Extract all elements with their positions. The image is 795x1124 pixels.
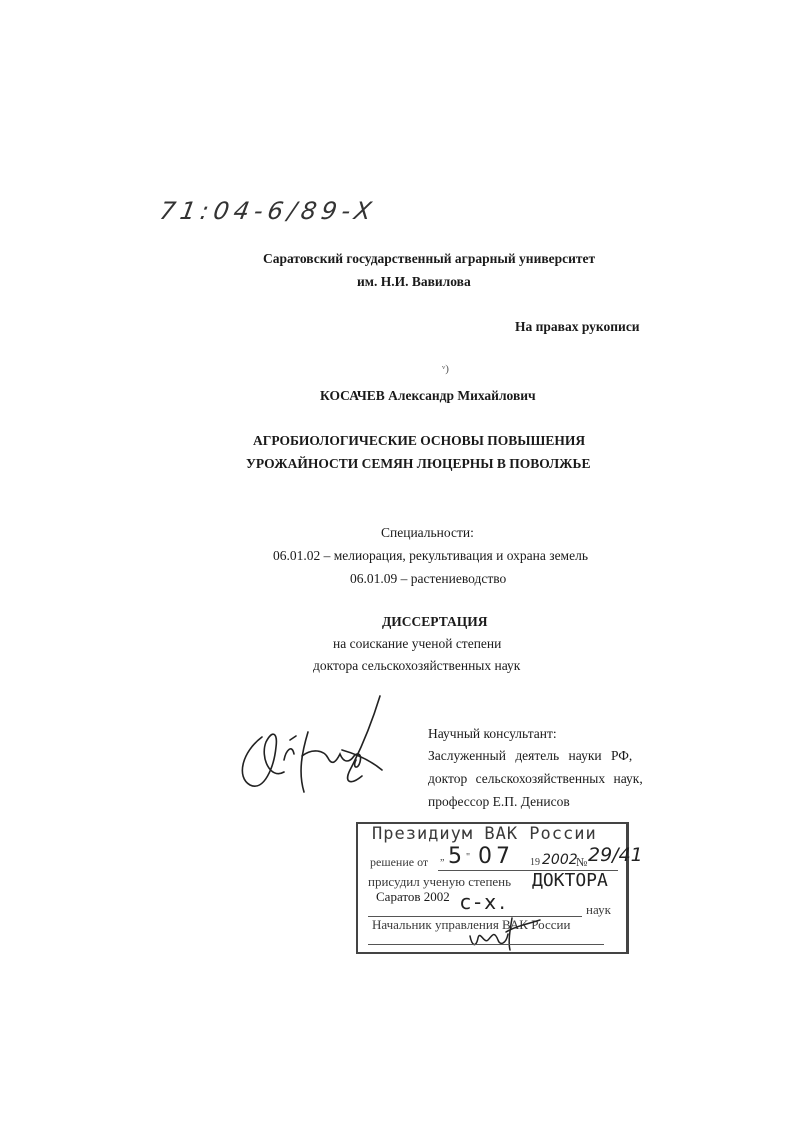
stamp-quote-mark: " — [466, 852, 471, 863]
stamp-number: 29/41 — [588, 844, 643, 866]
vak-stamp — [356, 822, 643, 956]
dissertation-title-line1: АГРОБИОЛОГИЧЕСКИЕ ОСНОВЫ ПОВЫШЕНИЯ — [253, 433, 586, 448]
specialty-item: 06.01.09 – растениеводство — [350, 571, 507, 586]
stamp-underline — [368, 944, 604, 945]
degree-sought-line2: доктора сельскохозяйственных наук — [313, 658, 521, 673]
consultant-degree: доктор сельскохозяйственных наук, — [428, 771, 643, 786]
stamp-decision-label: решение от — [370, 855, 429, 869]
stamp-number-label: № — [576, 855, 588, 869]
stamp-field: с-х. — [460, 890, 509, 914]
author-name: КОСАЧЕВ Александр Михайлович — [320, 388, 536, 403]
stamp-day: 5 — [448, 844, 462, 869]
city-year: Саратов 2002 — [376, 889, 450, 904]
dissertation-label: ДИССЕРТАЦИЯ — [382, 614, 488, 629]
specialties-heading: Специальности: — [381, 525, 474, 540]
consultant-name: профессор Е.П. Денисов — [428, 794, 570, 809]
stamp-month: 07 — [478, 844, 514, 869]
stamp-official: Начальник управления ВАК России — [372, 917, 571, 932]
stamp-degree: ДОКТОРА — [532, 870, 608, 891]
university-name: Саратовский государственный аграрный университет — [263, 251, 596, 266]
stamp-sciences: наук — [586, 902, 611, 917]
stamp-year: 2002 — [542, 852, 578, 868]
stamp-year-prefix: 19 — [530, 857, 540, 868]
manuscript-rights: На правах рукописи — [515, 319, 640, 334]
consultant-title: Заслуженный деятель науки РФ, — [428, 748, 633, 763]
catalog-number: 71:04-6/89-X — [157, 197, 379, 225]
university-named-after: им. Н.И. Вавилова — [357, 274, 471, 289]
consultant-heading: Научный консультант: — [428, 726, 557, 741]
specialty-item: 06.01.02 – мелиорация, рекультивация и охрана земель — [273, 548, 588, 563]
stamp-quote-mark: „ — [440, 852, 445, 863]
author-signature — [232, 692, 392, 802]
dissertation-title-line2: УРОЖАЙНОСТИ СЕМЯН ЛЮЦЕРНЫ В ПОВОЛЖЬЕ — [246, 456, 591, 471]
stamp-title: Президиум ВАК России — [372, 824, 597, 844]
pencil-mark: ᵛ) — [442, 363, 449, 375]
stamp-signature — [456, 910, 546, 952]
degree-sought-line1: на соискание ученой степени — [333, 636, 502, 651]
stamp-awarded: присудил ученую степень — [368, 874, 512, 889]
